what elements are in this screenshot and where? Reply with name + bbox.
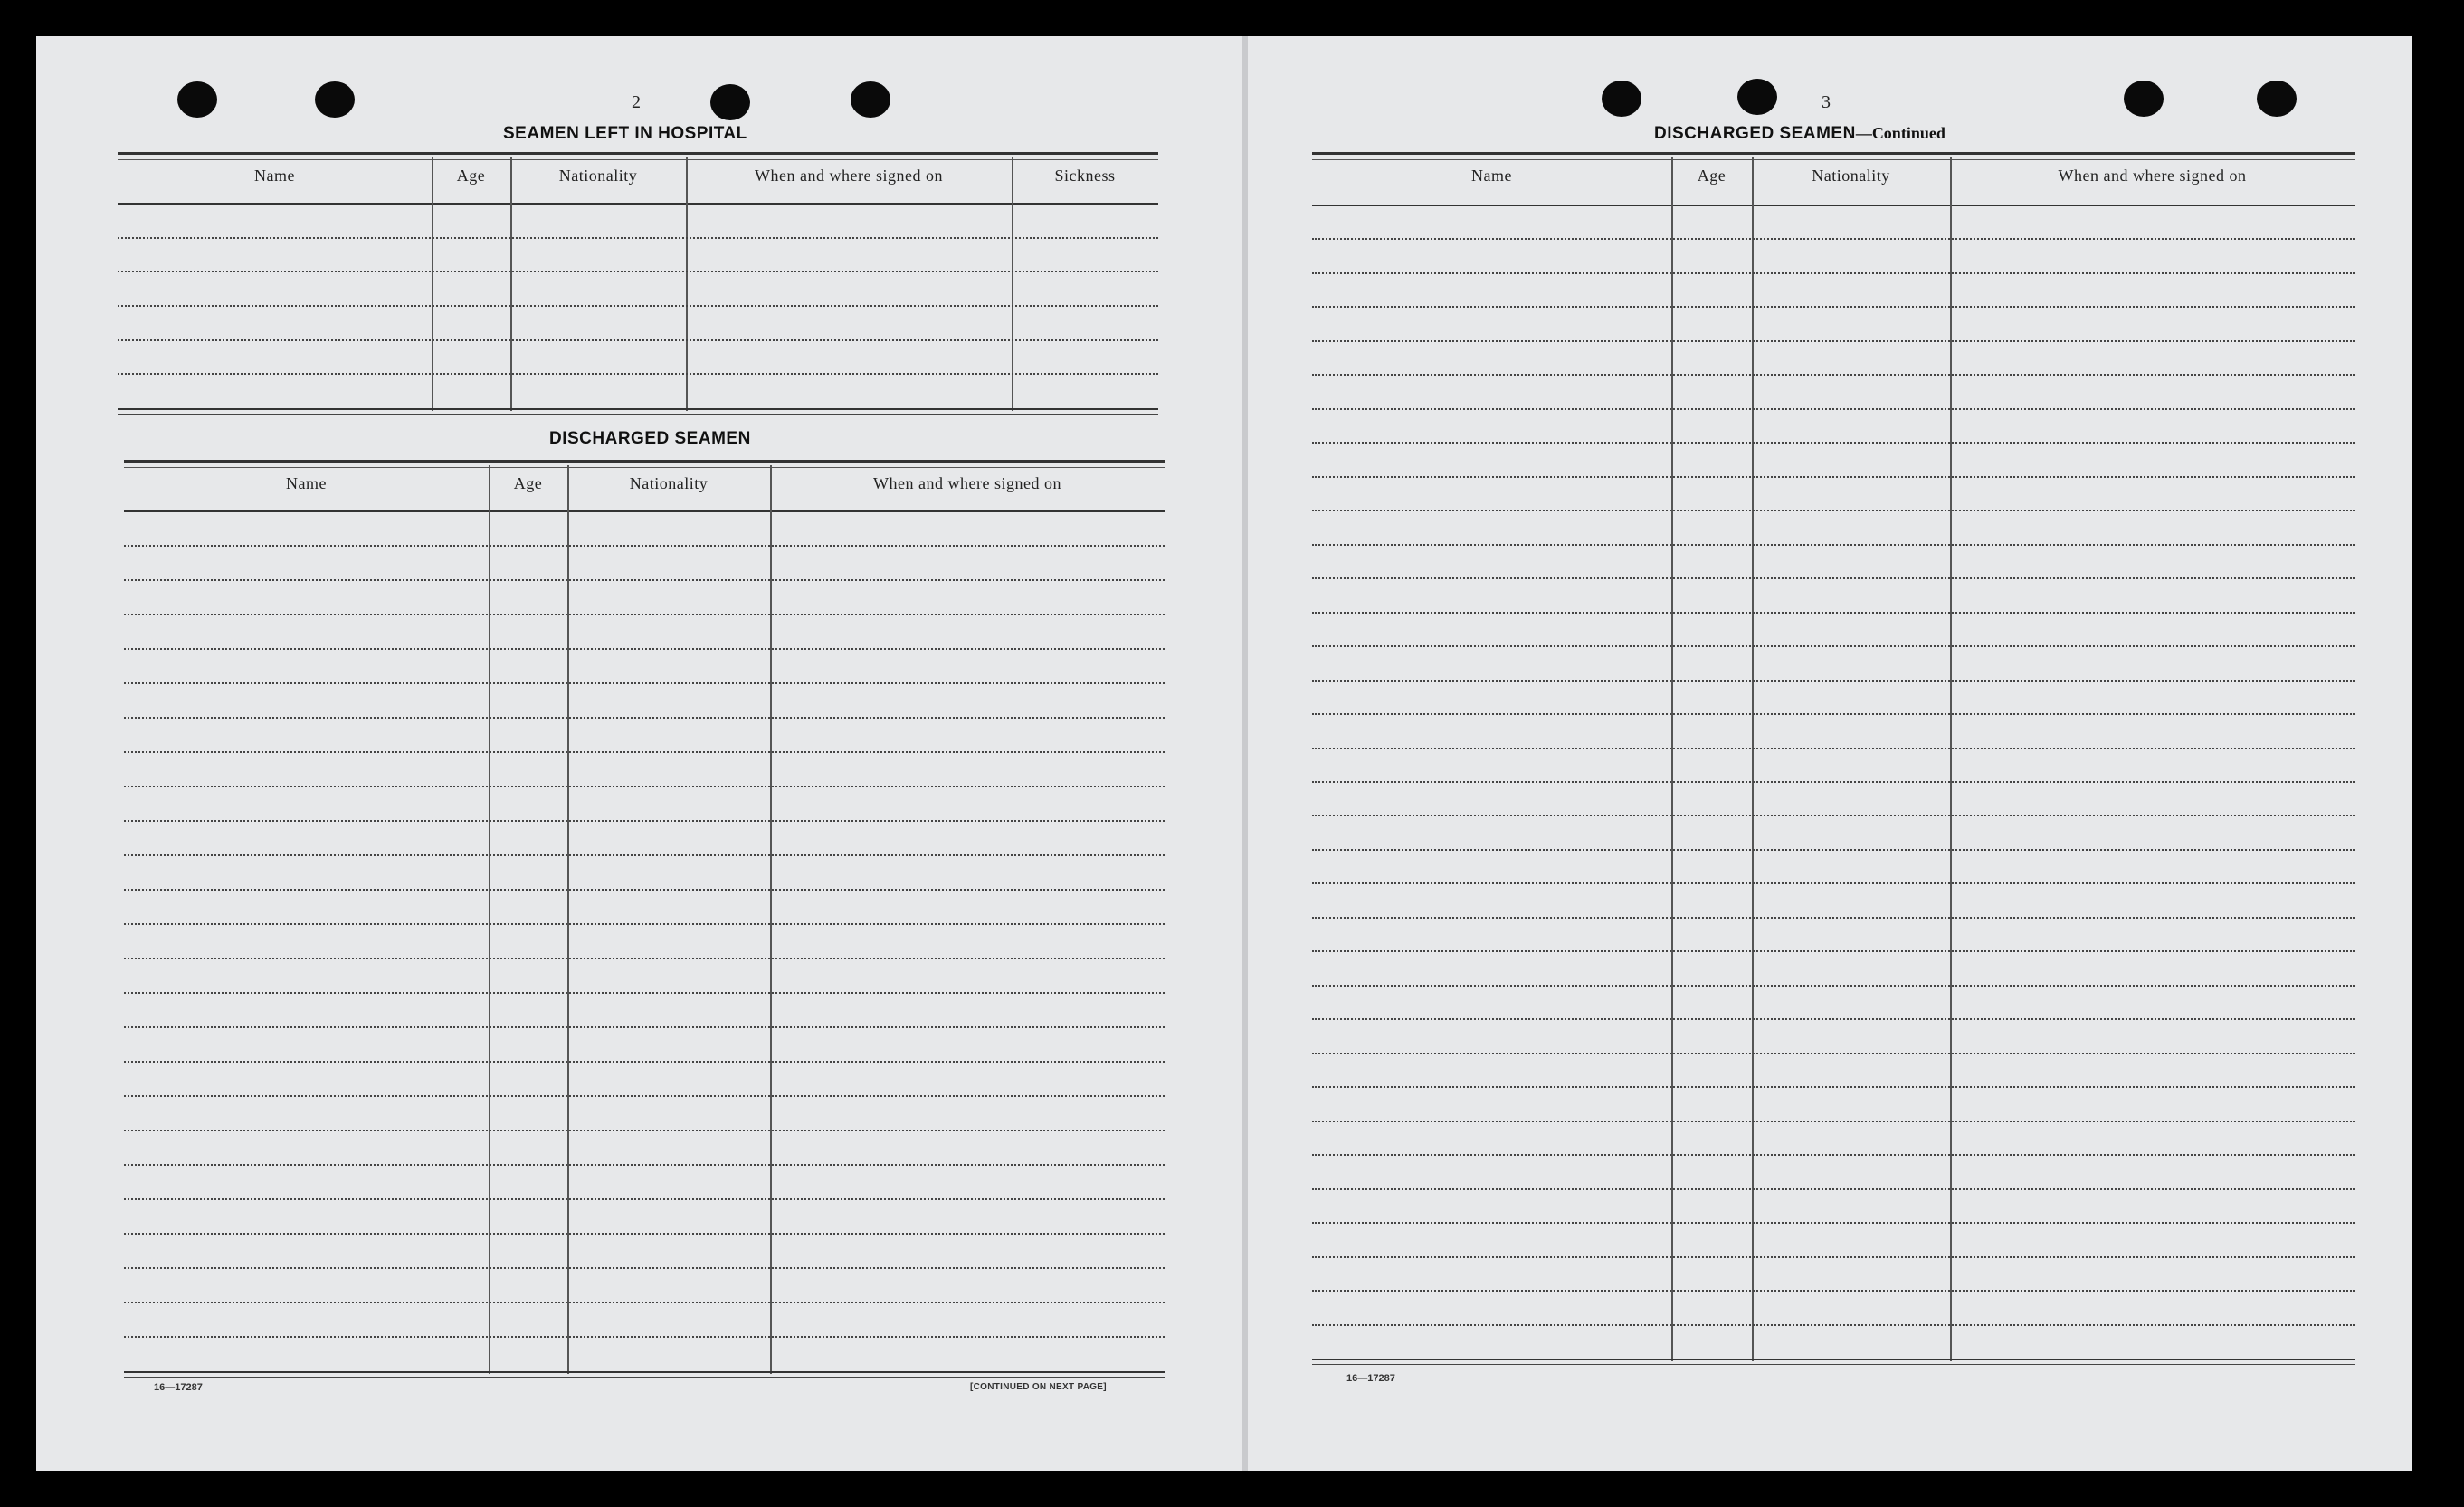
table-row-line xyxy=(1312,340,2355,342)
discharged-section-title: DISCHARGED SEAMEN xyxy=(549,429,751,448)
table-row-line xyxy=(1312,306,2355,308)
table-row-line xyxy=(124,682,1165,684)
table-row-line xyxy=(124,579,1165,581)
punch-hole xyxy=(177,81,217,118)
table-row-line xyxy=(118,237,1158,239)
table-row-line xyxy=(124,923,1165,925)
table-row-line xyxy=(1312,815,2355,816)
table-row-line xyxy=(1312,917,2355,919)
table-row-line xyxy=(124,889,1165,891)
table-row-line xyxy=(1312,950,2355,952)
table-row-line xyxy=(1312,544,2355,546)
table-row-line xyxy=(124,1336,1165,1338)
table-row-line xyxy=(124,958,1165,959)
header-underline xyxy=(124,510,1165,512)
table-row-line xyxy=(1312,510,2355,511)
table-row-line xyxy=(1312,476,2355,478)
header-underline xyxy=(118,203,1158,205)
table-row-line xyxy=(124,820,1165,822)
table-row-line xyxy=(124,648,1165,650)
table-row-line xyxy=(1312,1121,2355,1122)
column-header-age: Age xyxy=(456,167,486,185)
table-row-line xyxy=(118,305,1158,307)
hospital-section-title: SEAMEN LEFT IN HOSPITAL xyxy=(503,124,747,143)
table-row-line xyxy=(1312,713,2355,715)
continued-suffix: —Continued xyxy=(1855,124,1946,142)
column-header-when: When and where signed on xyxy=(755,167,943,185)
table-top-rule xyxy=(1312,152,2355,160)
table-row-line xyxy=(124,1198,1165,1200)
table-row-line xyxy=(1312,1256,2355,1258)
table-row-line xyxy=(124,1026,1165,1028)
table-row-line xyxy=(1312,1018,2355,1020)
column-header-age: Age xyxy=(1697,167,1727,185)
table-row-line xyxy=(1312,985,2355,987)
table-row-line xyxy=(1312,1154,2355,1156)
table-row-line xyxy=(1312,1086,2355,1088)
table-row-line xyxy=(1312,1324,2355,1326)
table-row-line xyxy=(1312,408,2355,410)
discharged-continued-title-main: DISCHARGED SEAMEN xyxy=(1654,124,1856,143)
column-divider xyxy=(1752,157,1754,1361)
table-row-line xyxy=(124,1267,1165,1269)
column-header-nationality: Nationality xyxy=(558,167,638,185)
table-bottom-rule xyxy=(1312,1359,2355,1365)
table-row-line xyxy=(1312,748,2355,749)
table-row-line xyxy=(1312,645,2355,647)
table-row-line xyxy=(124,1233,1165,1235)
table-row-line xyxy=(118,271,1158,272)
table-row-line xyxy=(124,854,1165,856)
table-bottom-rule xyxy=(124,1371,1165,1378)
punch-hole xyxy=(1602,81,1641,117)
punch-hole xyxy=(710,84,750,120)
table-row-line xyxy=(124,751,1165,753)
column-header-when: When and where signed on xyxy=(2058,167,2247,185)
column-divider xyxy=(770,465,772,1374)
column-header-when: When and where signed on xyxy=(873,474,1061,492)
punch-hole xyxy=(315,81,355,118)
table-row-line xyxy=(1312,374,2355,376)
hospital-table xyxy=(118,152,1158,413)
punch-hole xyxy=(2124,81,2164,117)
table-top-rule xyxy=(124,460,1165,468)
punch-hole xyxy=(1737,79,1777,115)
table-top-rule xyxy=(118,152,1158,160)
table-row-line xyxy=(1312,1188,2355,1190)
column-divider xyxy=(1950,157,1952,1361)
column-divider xyxy=(567,465,569,1374)
table-row-line xyxy=(124,717,1165,719)
table-row-line xyxy=(124,1061,1165,1063)
table-row-line xyxy=(124,1164,1165,1166)
table-row-line xyxy=(124,545,1165,547)
table-row-line xyxy=(1312,1053,2355,1054)
continued-note: [CONTINUED ON NEXT PAGE] xyxy=(970,1382,1107,1392)
table-row-line xyxy=(124,786,1165,787)
table-row-line xyxy=(118,373,1158,375)
column-header-name: Name xyxy=(1471,167,1512,185)
form-number-left: 16—17287 xyxy=(154,1382,203,1393)
discharged-continued-table xyxy=(1312,152,2355,1363)
table-row-line xyxy=(1312,849,2355,851)
table-row-line xyxy=(1312,238,2355,240)
table-row-line xyxy=(1312,612,2355,614)
table-row-line xyxy=(118,339,1158,341)
table-bottom-rule xyxy=(118,408,1158,415)
table-row-line xyxy=(1312,680,2355,682)
table-row-line xyxy=(1312,442,2355,444)
column-header-name: Name xyxy=(286,474,327,492)
column-header-age: Age xyxy=(513,474,543,492)
table-row-line xyxy=(1312,882,2355,884)
table-row-line xyxy=(1312,1290,2355,1292)
table-row-line xyxy=(1312,781,2355,783)
column-header-sickness: Sickness xyxy=(1054,167,1116,185)
page-number-right: 3 xyxy=(1822,92,1831,112)
header-underline xyxy=(1312,205,2355,206)
table-row-line xyxy=(124,992,1165,994)
punch-hole xyxy=(851,81,890,118)
column-header-nationality: Nationality xyxy=(629,474,709,492)
table-row-line xyxy=(1312,577,2355,579)
column-header-name: Name xyxy=(254,167,295,185)
page-number-left: 2 xyxy=(632,92,641,112)
table-row-line xyxy=(124,614,1165,615)
discharged-continued-title xyxy=(1654,124,1946,144)
column-divider xyxy=(489,465,490,1374)
table-row-line xyxy=(1312,1222,2355,1224)
table-row-line xyxy=(1312,272,2355,274)
form-number-right: 16—17287 xyxy=(1346,1373,1395,1384)
table-row-line xyxy=(124,1095,1165,1097)
discharged-table xyxy=(124,460,1165,1376)
punch-hole xyxy=(2257,81,2297,117)
column-divider xyxy=(1671,157,1673,1361)
table-row-line xyxy=(124,1130,1165,1131)
table-row-line xyxy=(124,1302,1165,1303)
column-header-nationality: Nationality xyxy=(1812,167,1890,185)
page-fold xyxy=(1242,36,1248,1471)
